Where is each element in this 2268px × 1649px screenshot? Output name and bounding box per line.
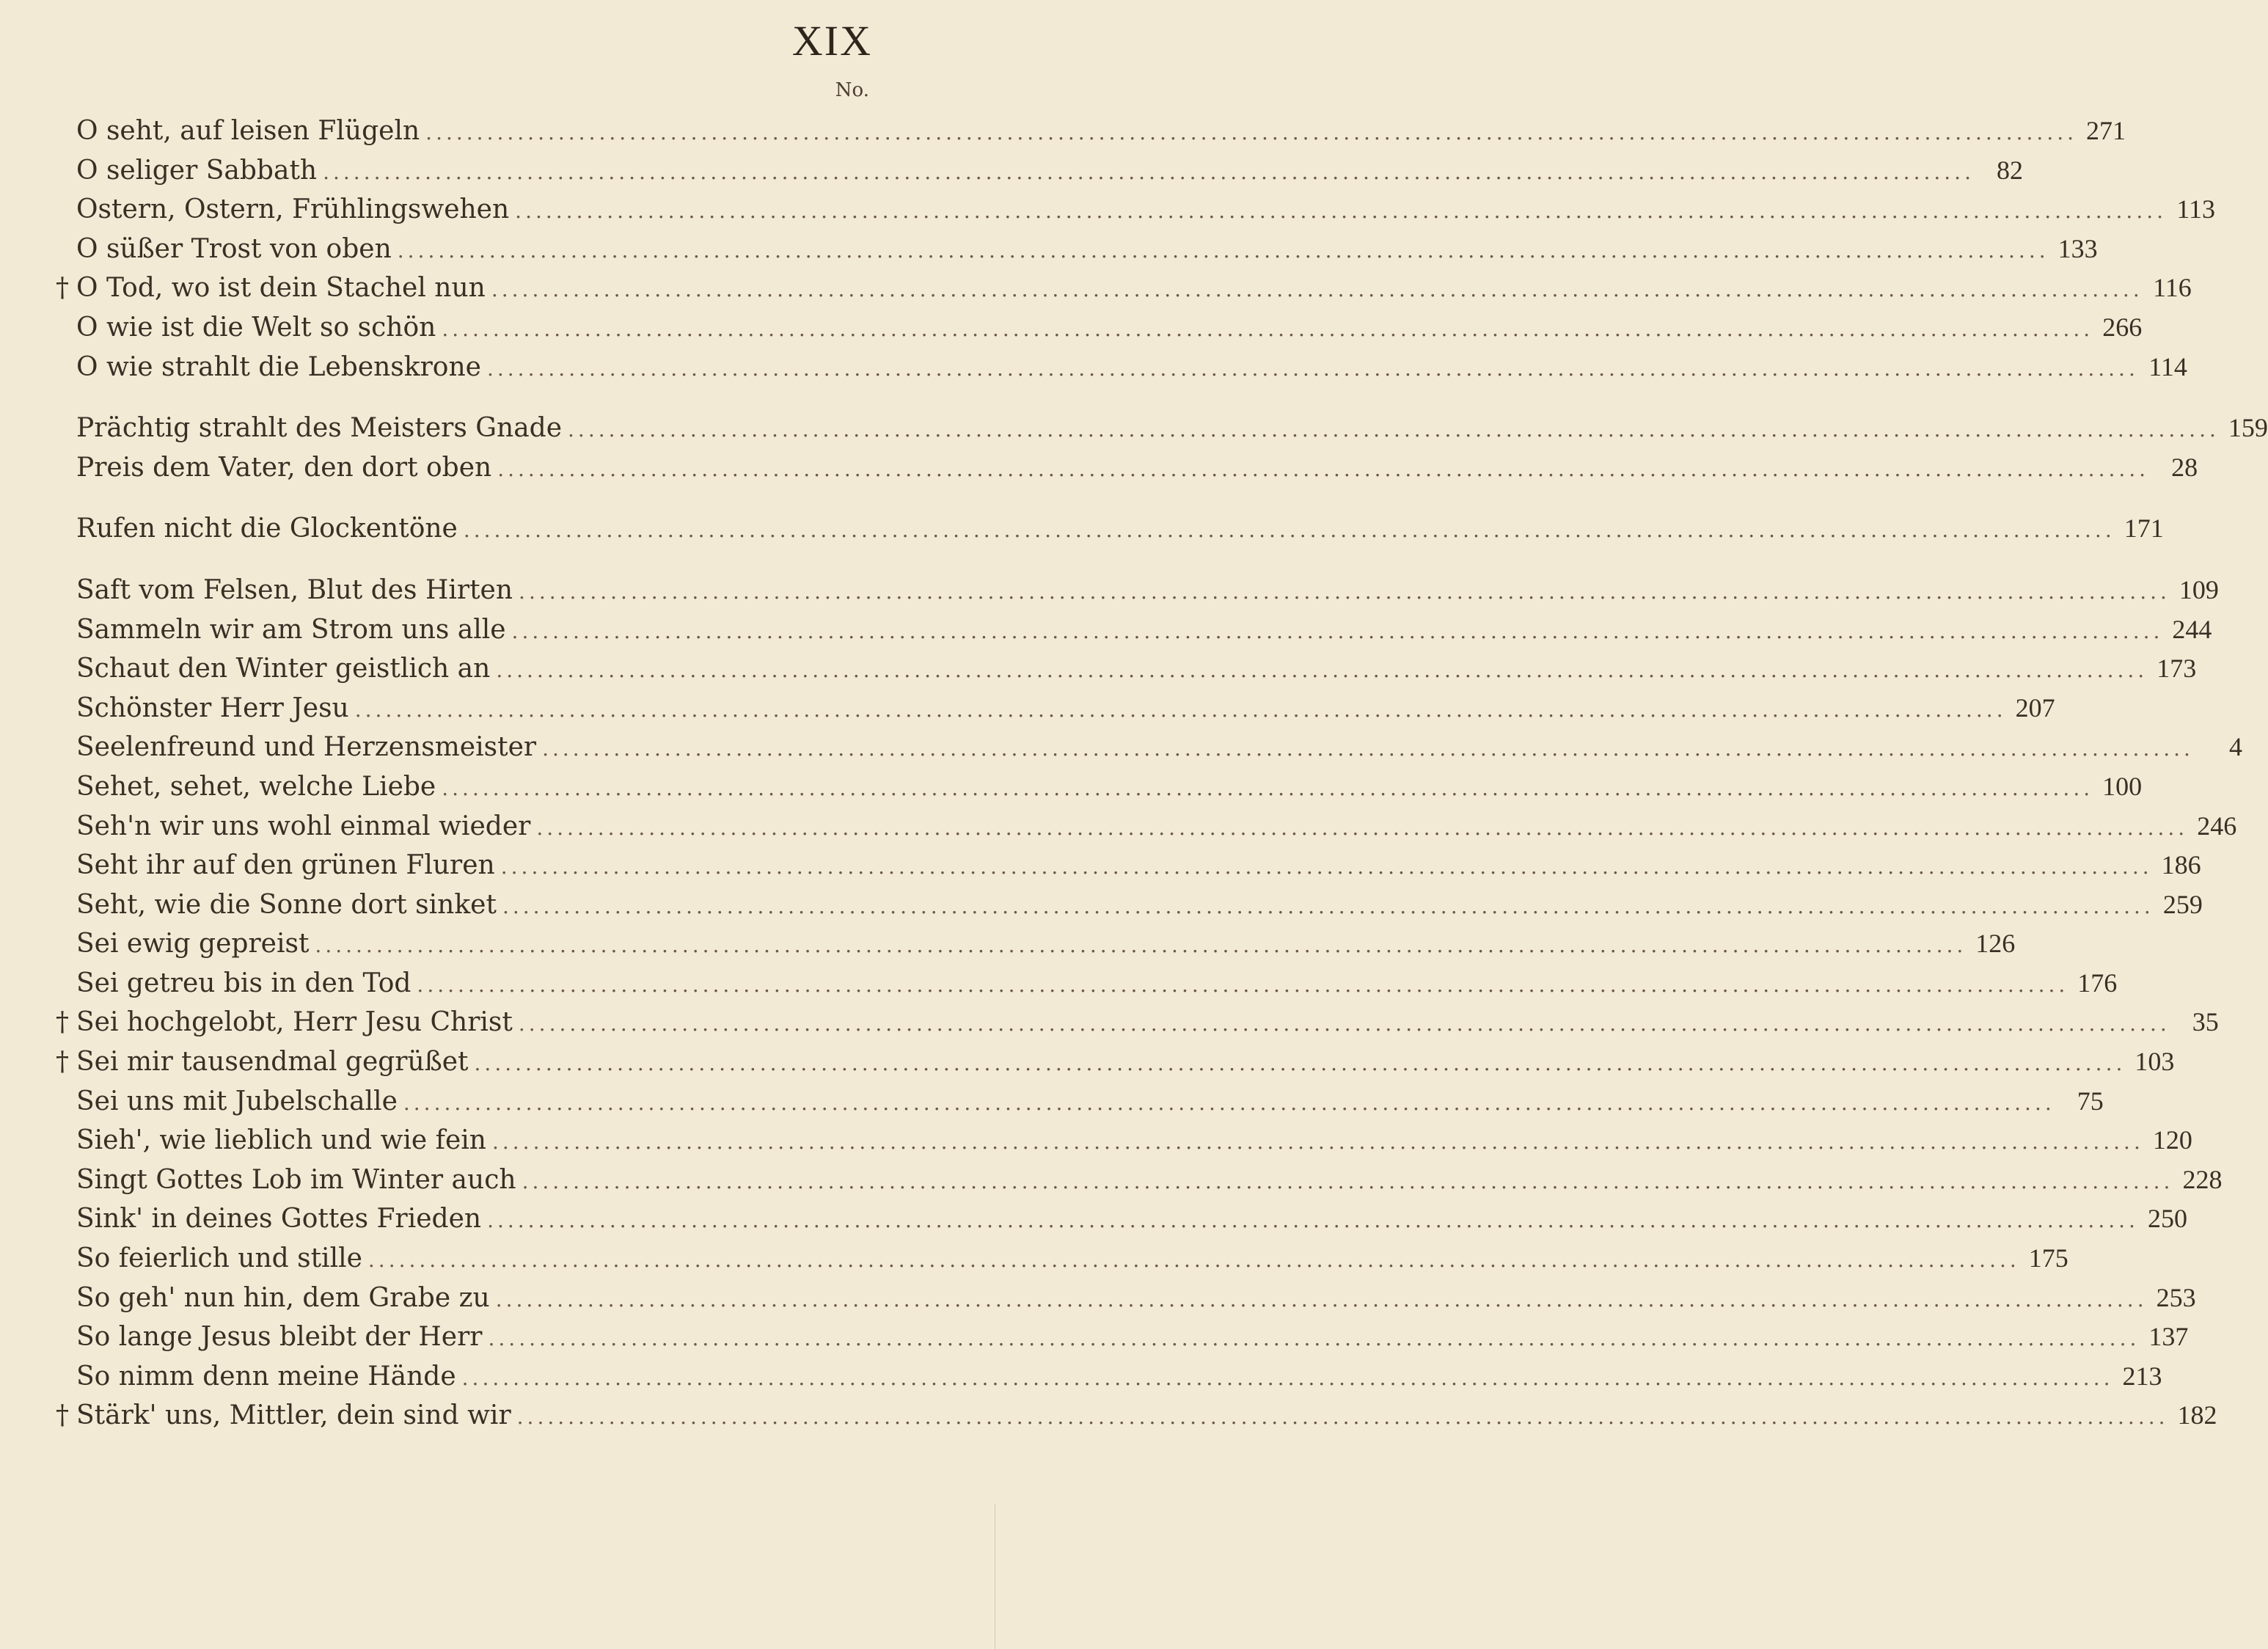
entry-number: 228 <box>2182 1164 2223 1194</box>
index-entry <box>76 1357 2162 1397</box>
index-entry <box>76 1239 2068 1279</box>
dot-leader <box>502 887 2154 926</box>
index-entry <box>56 1003 2219 1042</box>
index-entry <box>76 885 2203 925</box>
entry-title: O süßer Trost von oben <box>76 233 392 264</box>
entry-number: 75 <box>2077 1086 2104 1116</box>
dot-leader <box>487 349 2139 389</box>
dot-leader <box>487 1201 2139 1240</box>
index-entry <box>76 649 2197 689</box>
dot-leader <box>475 1044 2126 1083</box>
page-number: XIX <box>791 17 872 65</box>
entry-title: Sieh', wie lieblich und wie fein <box>76 1125 486 1156</box>
entry-number: 250 <box>2147 1204 2187 1234</box>
index-entry <box>76 689 2055 728</box>
entry-title: Preis dem Vater, den dort oben <box>76 452 492 483</box>
entry-title: Ostern, Ostern, Frühlingswehen <box>76 194 510 225</box>
dot-leader <box>512 612 2164 651</box>
dot-leader <box>515 191 2167 231</box>
entry-number: 176 <box>2077 968 2118 998</box>
dot-leader <box>425 113 2077 153</box>
entry-mark: † <box>56 1400 69 1431</box>
dot-leader <box>497 450 2149 489</box>
index-entry <box>76 448 2198 488</box>
entry-title: So geh' nun hin, dem Grabe zu <box>76 1282 490 1313</box>
index-entry <box>56 1042 2175 1082</box>
index-entry <box>76 571 2219 610</box>
index-entry <box>76 728 2242 767</box>
index-entry <box>76 846 2201 885</box>
index-entry <box>76 151 2023 191</box>
entry-number: 159 <box>2228 413 2268 443</box>
entry-title: Sammeln wir am Strom uns alle <box>76 614 506 645</box>
entry-number: 100 <box>2102 771 2143 801</box>
dot-leader <box>522 1162 2174 1202</box>
index-entry <box>76 767 2143 807</box>
entry-title: Seht ihr auf den grünen Fluren <box>76 850 495 881</box>
entry-number: 213 <box>2122 1361 2162 1391</box>
entry-title: Rufen nicht die Glockentöne <box>76 513 458 544</box>
entry-title: Sehet, sehet, welche Liebe <box>76 771 436 802</box>
entry-number: 28 <box>2171 452 2198 482</box>
dot-leader <box>403 1083 2055 1123</box>
entry-title: O wie ist die Welt so schön <box>76 312 436 343</box>
dot-leader <box>492 1122 2144 1162</box>
entry-title: Sei ewig gepreist <box>76 929 310 959</box>
index-group <box>76 509 2164 549</box>
entry-number: 171 <box>2123 513 2164 544</box>
index-entry <box>76 1199 2187 1239</box>
dot-leader <box>398 231 2049 271</box>
entry-number: 266 <box>2102 312 2143 342</box>
entry-number: 175 <box>2028 1243 2068 1273</box>
entry-mark: † <box>56 273 69 304</box>
entry-title: Sei mir tausendmal gegrüßet <box>76 1047 469 1078</box>
dot-leader <box>464 511 2115 550</box>
entry-title: Sink' in deines Gottes Frieden <box>76 1204 482 1235</box>
dot-leader <box>496 651 2148 690</box>
index-entry <box>76 509 2164 549</box>
entry-number: 35 <box>2192 1007 2219 1037</box>
index-group <box>56 111 2216 387</box>
entry-number: 103 <box>2135 1047 2175 1077</box>
dot-leader <box>501 847 2153 887</box>
index-entry <box>76 807 2237 847</box>
index-entry <box>76 610 2212 650</box>
entry-title: Singt Gottes Lob im Winter auch <box>76 1164 516 1195</box>
index-entry <box>76 1160 2223 1200</box>
entry-number: 173 <box>2157 654 2197 684</box>
dot-leader <box>519 572 2170 612</box>
index-group <box>76 409 2268 487</box>
entry-title: O Tod, wo ist dein Stachel nun <box>76 273 486 304</box>
entry-title: O seliger Sabbath <box>76 155 318 186</box>
dot-leader <box>368 1240 2020 1280</box>
entry-mark: † <box>56 1047 69 1078</box>
dot-leader <box>442 769 2093 808</box>
entry-title: Sei uns mit Jubelschalle <box>76 1086 398 1116</box>
index-entry <box>56 1396 2217 1436</box>
dot-leader <box>542 729 2194 769</box>
index-entry <box>56 268 2192 308</box>
dot-leader <box>323 153 1975 192</box>
index-entry <box>76 348 2187 387</box>
entry-number: 253 <box>2156 1282 2196 1312</box>
entry-number: 207 <box>2015 692 2055 723</box>
entry-number: 109 <box>2179 574 2219 604</box>
dot-leader <box>496 1280 2148 1320</box>
index-entry <box>76 230 2098 269</box>
dot-leader <box>517 1397 2169 1437</box>
index-entry <box>76 1121 2192 1160</box>
index-entry <box>76 1317 2189 1357</box>
entry-number: 116 <box>2153 273 2192 303</box>
index-entry <box>76 308 2143 348</box>
dot-leader <box>491 270 2143 310</box>
dot-leader <box>536 808 2188 848</box>
entry-number: 246 <box>2197 811 2237 841</box>
entry-number: 120 <box>2152 1125 2192 1155</box>
index-entry <box>76 924 2016 964</box>
entry-number: 133 <box>2057 233 2098 263</box>
entry-title: Schönster Herr Jesu <box>76 692 349 723</box>
entry-title: O seht, auf leisen Flügeln <box>76 116 420 146</box>
entry-number: 271 <box>2086 116 2126 145</box>
dot-leader <box>489 1319 2140 1359</box>
dot-leader <box>519 1004 2170 1044</box>
index-entry <box>76 190 2216 230</box>
index-entry <box>76 964 2118 1003</box>
entry-title: So feierlich und stille <box>76 1243 362 1274</box>
entry-number: 182 <box>2177 1400 2217 1430</box>
entry-title: Stärk' uns, Mittler, dein sind wir <box>76 1400 511 1431</box>
entry-number: 113 <box>2176 194 2216 224</box>
dot-leader <box>315 926 1967 965</box>
entry-title: Saft vom Felsen, Blut des Hirten <box>76 574 513 605</box>
dot-leader <box>568 410 2220 450</box>
entry-title: Sei getreu bis in den Tod <box>76 968 411 998</box>
hymn-index <box>56 111 2268 1436</box>
index-entry <box>76 111 2126 151</box>
dot-leader <box>355 690 2007 730</box>
dot-leader <box>442 310 2093 349</box>
entry-number: 126 <box>1975 929 2016 959</box>
entry-title: O wie strahlt die Lebenskrone <box>76 351 481 382</box>
entry-number: 259 <box>2162 889 2203 919</box>
entry-number: 82 <box>1996 155 2023 185</box>
entry-number: 186 <box>2161 850 2201 880</box>
dot-leader <box>462 1359 2114 1398</box>
entry-number: 114 <box>2148 351 2187 381</box>
entry-number: 137 <box>2148 1322 2189 1352</box>
entry-title: So lange Jesus bleibt der Herr <box>76 1322 483 1353</box>
index-entry <box>76 1279 2196 1318</box>
index-entry <box>76 409 2268 448</box>
entry-title: Seh'n wir uns wohl einmal wieder <box>76 811 531 841</box>
index-entry <box>76 1082 2104 1122</box>
entry-title: Schaut den Winter geistlich an <box>76 654 491 684</box>
entry-title: Seht, wie die Sonne dort sinket <box>76 889 497 920</box>
entry-title: So nimm denn meine Hände <box>76 1361 456 1392</box>
number-column-label: No. <box>835 79 869 101</box>
entry-number: 244 <box>2172 614 2212 644</box>
entry-mark: † <box>56 1007 69 1038</box>
index-group <box>56 571 2242 1436</box>
entry-number: 4 <box>2228 732 2242 762</box>
entry-title: Seelenfreund und Herzensmeister <box>76 732 537 763</box>
entry-title: Prächtig strahlt des Meisters Gnade <box>76 413 563 444</box>
entry-title: Sei hochgelobt, Herr Jesu Christ <box>76 1007 513 1038</box>
dot-leader <box>417 965 2068 1005</box>
